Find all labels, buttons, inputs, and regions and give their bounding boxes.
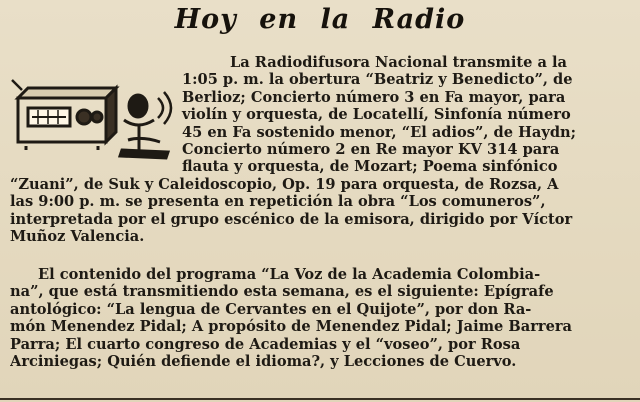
paragraph-line: La Radiodifusora Nacional transmite a la bbox=[230, 54, 568, 71]
paragraph-line: 45 en Fa sostenido menor, “El adios”, de Haydn; bbox=[182, 123, 577, 141]
paragraph-line: Parra; El cuarto congreso de Academias y el “voseo”, por Rosa bbox=[10, 335, 521, 353]
paragraph-line: interpretada por el grupo escénico de la emisora, dirigido por Víctor bbox=[10, 210, 573, 228]
paragraph-line: na”, que está transmitiendo esta semana, es el siguiente: Epígrafe bbox=[10, 283, 554, 301]
paragraph-line: Arciniegas; Quién defiende el idioma?, y Lecciones de Cuervo. bbox=[10, 352, 517, 370]
paragraph-line: Concierto número 2 en Re mayor KV 314 para bbox=[182, 140, 560, 158]
paragraph-line: 1:05 p. m. la obertura “Beatriz y Benedicto”, de bbox=[182, 71, 573, 89]
bottom-divider bbox=[0, 398, 640, 400]
paragraph-line: Berlioz; Concierto número 3 en Fa mayor, para bbox=[182, 88, 566, 106]
paragraph-line: món Menendez Pidal; A propósito de Menendez Pidal; Jaime Barrera bbox=[10, 318, 573, 336]
paragraph-line: antológico: “La lengua de Cervantes en el Quijote”, por don Ra- bbox=[10, 300, 532, 318]
paragraph-line: flauta y orquesta, de Mozart; Poema sinfónico bbox=[182, 158, 558, 176]
paragraph-line: El contenido del programa “La Voz de la Academia Colombia- bbox=[38, 266, 541, 283]
paragraph-line: Muñoz Valencia. bbox=[10, 227, 145, 245]
paragraph-line: las 9:00 p. m. se presenta en repetición la obra “Los comuneros”, bbox=[10, 193, 546, 211]
article-paragraph-2 bbox=[10, 266, 624, 370]
headline: Hoy en la Radio bbox=[174, 4, 466, 35]
article-paragraph-1 bbox=[10, 54, 624, 245]
paragraph-line: “Zuani”, de Suk y Caleidoscopio, Op. 19 para orquesta, de Rozsa, A bbox=[10, 175, 559, 193]
paragraph-line: violín y orquesta, de Locatellí, Sinfonía número bbox=[182, 106, 571, 124]
